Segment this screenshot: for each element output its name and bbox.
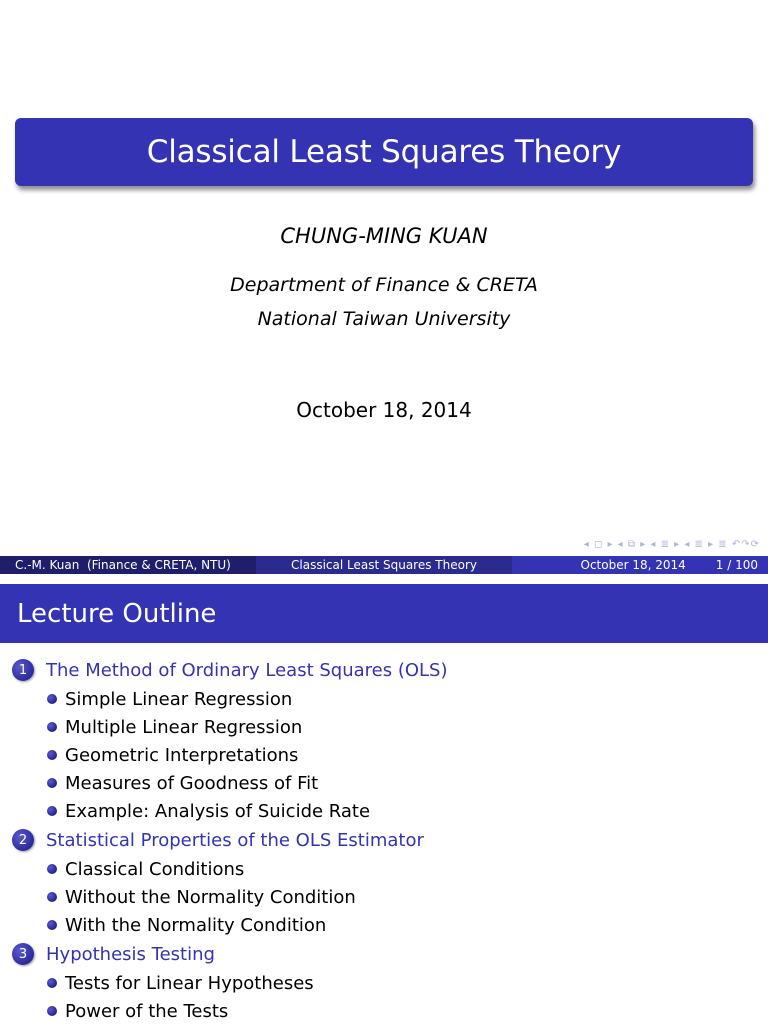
footline-info [512, 556, 768, 574]
outline-subsection[interactable] [0, 855, 768, 883]
affiliation-university: National Taiwan University [257, 308, 511, 330]
beamer-navigation-symbols[interactable]: ◂ ◻ ▸ ◂ ⧉ ▸ ◂ ≣ ▸ ◂ ≣ ▸ ≣ ↶↷⟳ [583, 539, 760, 550]
footline-title: Classical Least Squares Theory [256, 556, 512, 574]
bullet-icon [47, 778, 57, 788]
footline-page-number: 1 / 100 [715, 558, 758, 572]
affiliation-department: Department of Finance & CRETA [230, 274, 538, 296]
subsection-title-link[interactable]: Measures of Goodness of Fit [65, 772, 319, 794]
outline-subsection[interactable] [0, 685, 768, 713]
subsection-title-link[interactable]: Multiple Linear Regression [65, 716, 303, 738]
subsection-title-link[interactable]: Simple Linear Regression [65, 688, 293, 710]
bullet-icon [47, 694, 57, 704]
bullet-icon [47, 864, 57, 874]
outline-subsection[interactable] [0, 911, 768, 939]
bullet-icon [47, 722, 57, 732]
presentation-title: Classical Least Squares Theory [146, 134, 622, 170]
frame-title: Lecture Outline [17, 598, 217, 629]
section-title-link[interactable]: The Method of Ordinary Least Squares (OLS) [46, 659, 448, 681]
outline-section[interactable] [0, 825, 768, 855]
section-number-badge: 3 [12, 943, 34, 965]
bullet-icon [47, 1006, 57, 1016]
footline-author: C.-M. Kuan (Finance & CRETA, NTU) [0, 556, 256, 574]
outline-section[interactable] [0, 939, 768, 969]
lecture-outline [0, 655, 768, 1024]
bullet-icon [47, 920, 57, 930]
outline-section[interactable] [0, 655, 768, 685]
outline-subsection[interactable] [0, 969, 768, 997]
bullet-icon [47, 978, 57, 988]
subsection-title-link[interactable]: Power of the Tests [65, 1000, 229, 1022]
section-title-link[interactable]: Hypothesis Testing [46, 943, 215, 965]
outline-subsection[interactable] [0, 741, 768, 769]
outline-subsection[interactable] [0, 769, 768, 797]
subsection-title-link[interactable]: Without the Normality Condition [65, 886, 356, 908]
subsection-title-link[interactable]: Tests for Linear Hypotheses [65, 972, 314, 994]
bullet-icon [47, 806, 57, 816]
author-name: CHUNG-MING KUAN [280, 224, 488, 248]
bullet-icon [47, 892, 57, 902]
subsection-title-link[interactable]: With the Normality Condition [65, 914, 327, 936]
subsection-title-link[interactable]: Geometric Interpretations [65, 744, 299, 766]
title-box [15, 118, 753, 186]
presentation-date: October 18, 2014 [296, 398, 472, 422]
section-number-badge: 2 [12, 829, 34, 851]
bullet-icon [47, 750, 57, 760]
frametitle-bar [0, 584, 768, 643]
footline-date: October 18, 2014 [580, 558, 686, 572]
outline-subsection[interactable] [0, 797, 768, 825]
section-title-link[interactable]: Statistical Properties of the OLS Estimator [46, 829, 424, 851]
subsection-title-link[interactable]: Example: Analysis of Suicide Rate [65, 800, 371, 822]
section-number-badge: 1 [12, 659, 34, 681]
outline-subsection[interactable] [0, 883, 768, 911]
subsection-title-link[interactable]: Classical Conditions [65, 858, 245, 880]
footline [0, 556, 768, 574]
outline-subsection[interactable] [0, 997, 768, 1024]
outline-subsection[interactable] [0, 713, 768, 741]
